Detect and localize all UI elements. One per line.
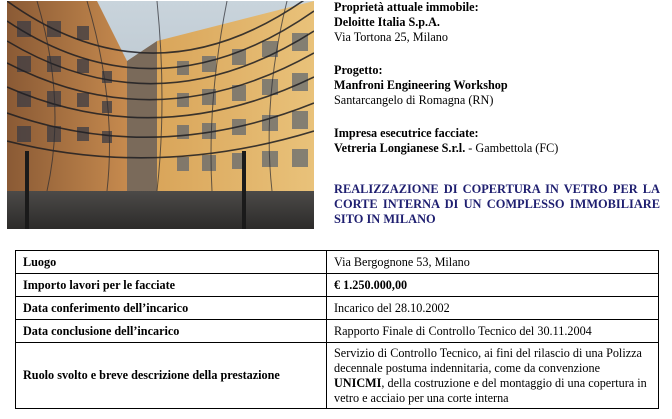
contractor-block	[334, 126, 660, 156]
design-label: Progetto:	[334, 63, 383, 77]
table-row	[16, 343, 659, 409]
row-label: Data conferimento dell’incarico	[16, 297, 327, 320]
design-block	[334, 63, 660, 108]
glass-roof-courtyard-image	[7, 1, 314, 229]
project-info	[334, 0, 660, 227]
description-text-1: Servizio di Controllo Tecnico, ai fini del rilascio di una Polizza decennale postuma indennitaria, come da convenzione	[334, 345, 642, 375]
project-title: REALIZZAZIONE DI COPERTURA IN VETRO PER LA CORTE INTERNA DI UN COMPLESSO IMMOBILIARE SITO IN MILANO	[334, 182, 660, 226]
table-row	[16, 274, 659, 297]
contractor-line	[334, 141, 660, 156]
contractor-name: Vetreria Longianese S.r.l.	[334, 141, 466, 155]
table-row	[16, 320, 659, 343]
row-value: Rapporto Finale di Controllo Tecnico del 30.11.2004	[327, 320, 659, 343]
design-name: Manfroni Engineering Workshop	[334, 78, 508, 92]
row-label: Data conclusione dell’incarico	[16, 320, 327, 343]
row-value: € 1.250.000,00	[327, 274, 659, 297]
row-value: Incarico del 28.10.2002	[327, 297, 659, 320]
row-label: Ruolo svolto e breve descrizione della prestazione	[16, 343, 327, 409]
owner-label: Proprietà attuale immobile:	[334, 0, 479, 14]
contractor-place: - Gambettola (FC)	[465, 141, 559, 155]
table-row	[16, 251, 659, 274]
contractor-label: Impresa esecutrice facciate:	[334, 126, 479, 140]
owner-block	[334, 0, 660, 45]
description-bold: UNICMI	[334, 375, 382, 390]
owner-name: Deloitte Italia S.p.A.	[334, 15, 440, 29]
description-text-2: , della costruzione e del montaggio di una copertura in vetro e acciaio per una corte interna	[334, 375, 647, 405]
design-place: Santarcangelo di Romagna (RN)	[334, 93, 494, 107]
row-value: Via Bergognone 53, Milano	[327, 251, 659, 274]
row-label: Luogo	[16, 251, 327, 274]
project-details-table	[15, 250, 659, 409]
table-row	[16, 297, 659, 320]
owner-address: Via Tortona 25, Milano	[334, 30, 448, 44]
row-label: Importo lavori per le facciate	[16, 274, 327, 297]
row-value-description	[327, 343, 659, 409]
building-photo	[7, 1, 314, 229]
